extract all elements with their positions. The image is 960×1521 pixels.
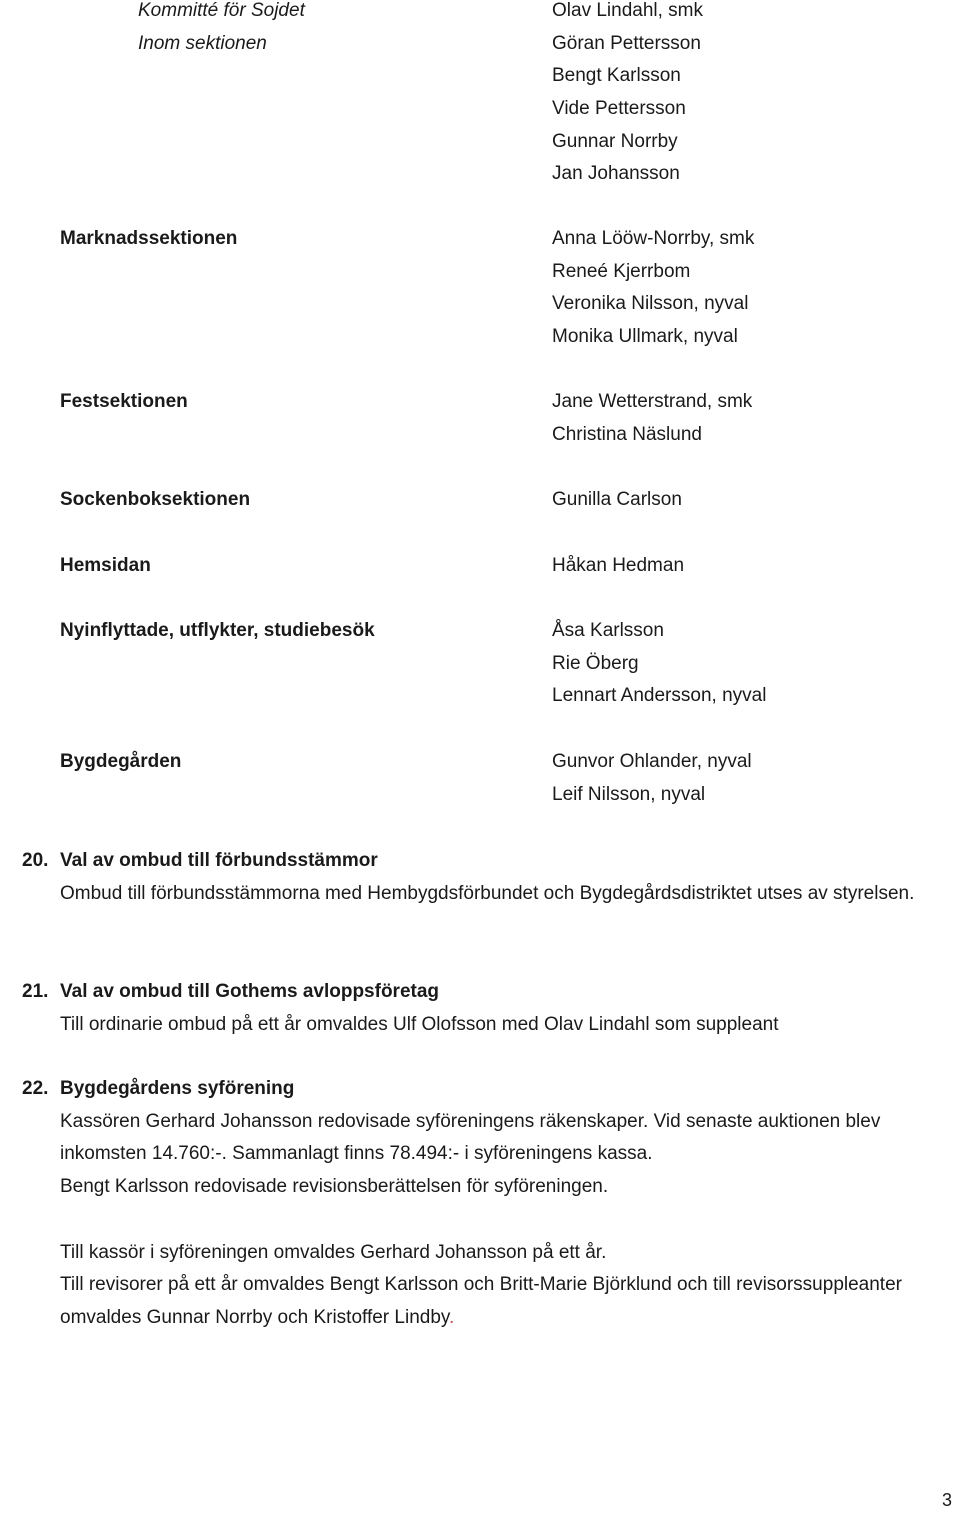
paragraph-end-dot: . <box>448 1306 455 1328</box>
item-heading: Bygdegårdens syförening <box>60 1078 295 1099</box>
member-name: Veronika Nilsson, nyval <box>552 293 749 315</box>
member-name: Leif Nilsson, nyval <box>552 783 706 805</box>
item-heading: Val av ombud till Gothems avloppsföretag <box>60 981 440 1002</box>
committee-members <box>552 550 684 583</box>
item-paragraph: Bengt Karlsson redovisade revisionsberättelsen för syföreningen. <box>60 1176 609 1198</box>
committee-section <box>60 615 375 648</box>
item-paragraph <box>60 1269 940 1334</box>
member-name: Jan Johansson <box>552 163 680 185</box>
committee-members <box>552 386 752 451</box>
section-sub: Inom sektionen <box>138 32 267 54</box>
committee-members <box>552 223 754 354</box>
member-name: Bengt Karlsson <box>552 65 681 87</box>
member-name: Reneé Kjerrbom <box>552 260 691 282</box>
committee-section <box>60 386 188 419</box>
item-number: 22. <box>22 1078 49 1099</box>
committee-section <box>60 746 181 779</box>
item-number: 21. <box>22 981 49 1002</box>
page-number: 3 <box>941 1490 952 1510</box>
committee-section <box>60 550 151 583</box>
member-name: Lennart Andersson, nyval <box>552 685 767 707</box>
member-name: Anna Lööw-Norrby, smk <box>552 228 755 249</box>
member-name: Gunvor Ohlander, nyval <box>552 751 752 772</box>
committee-members <box>552 746 752 811</box>
item-body <box>60 845 940 910</box>
committee-members <box>552 0 703 191</box>
item-number: 20. <box>22 850 49 871</box>
committee-members <box>552 615 766 713</box>
item-heading: Val av ombud till förbundsstämmor <box>60 850 378 871</box>
member-name: Christina Näslund <box>552 423 702 445</box>
member-name: Gunilla Carlson <box>552 489 682 510</box>
section-name: Kommitté för Sojdet <box>138 0 305 21</box>
section-name: Nyinflyttade, utflykter, studiebesök <box>60 620 375 641</box>
member-name: Åsa Karlsson <box>552 620 664 641</box>
member-name: Håkan Hedman <box>552 555 685 576</box>
member-name: Olav Lindahl, smk <box>552 0 704 21</box>
committee-members <box>552 484 682 517</box>
member-name: Gunnar Norrby <box>552 130 678 152</box>
paragraph-gap <box>60 1204 940 1237</box>
item-text: Till ordinarie ombud på ett år omvaldes Ulf Olofsson med Olav Lindahl som suppleant <box>60 1013 779 1035</box>
section-name: Festsektionen <box>60 391 188 412</box>
item-body <box>60 1073 940 1335</box>
member-name: Monika Ullmark, nyval <box>552 326 738 348</box>
member-name: Jane Wetterstrand, smk <box>552 391 753 412</box>
paragraph-text: Till revisorer på ett år omvaldes Bengt Karlsson och Britt-Marie Björklund och till revisorssuppleanter omvaldes Gunnar Norrby och Kristoffer Lindby <box>60 1274 902 1328</box>
section-name: Marknadssektionen <box>60 228 238 249</box>
member-name: Rie Öberg <box>552 652 639 674</box>
item-body <box>60 976 940 1041</box>
item-paragraph: Till kassör i syföreningen omvaldes Gerhard Johansson på ett år. <box>60 1241 607 1263</box>
item-paragraph: Kassören Gerhard Johansson redovisade syföreningens räkenskaper. Vid senaste auktionen blev inkomsten 14.760:-. Sammanlagt finns 78.494:- i syföreningens kassa. <box>60 1110 881 1165</box>
committee-section <box>138 0 305 60</box>
section-name: Hemsidan <box>60 555 151 576</box>
committee-section <box>60 223 237 256</box>
member-name: Vide Pettersson <box>552 98 686 120</box>
member-name: Göran Pettersson <box>552 32 701 54</box>
item-text: Ombud till förbundsstämmorna med Hembygdsförbundet och Bygdegårdsdistriktet utses av styrelsen. <box>60 882 915 904</box>
committee-section <box>60 484 250 517</box>
section-name: Sockenboksektionen <box>60 489 251 510</box>
section-name: Bygdegården <box>60 751 182 772</box>
